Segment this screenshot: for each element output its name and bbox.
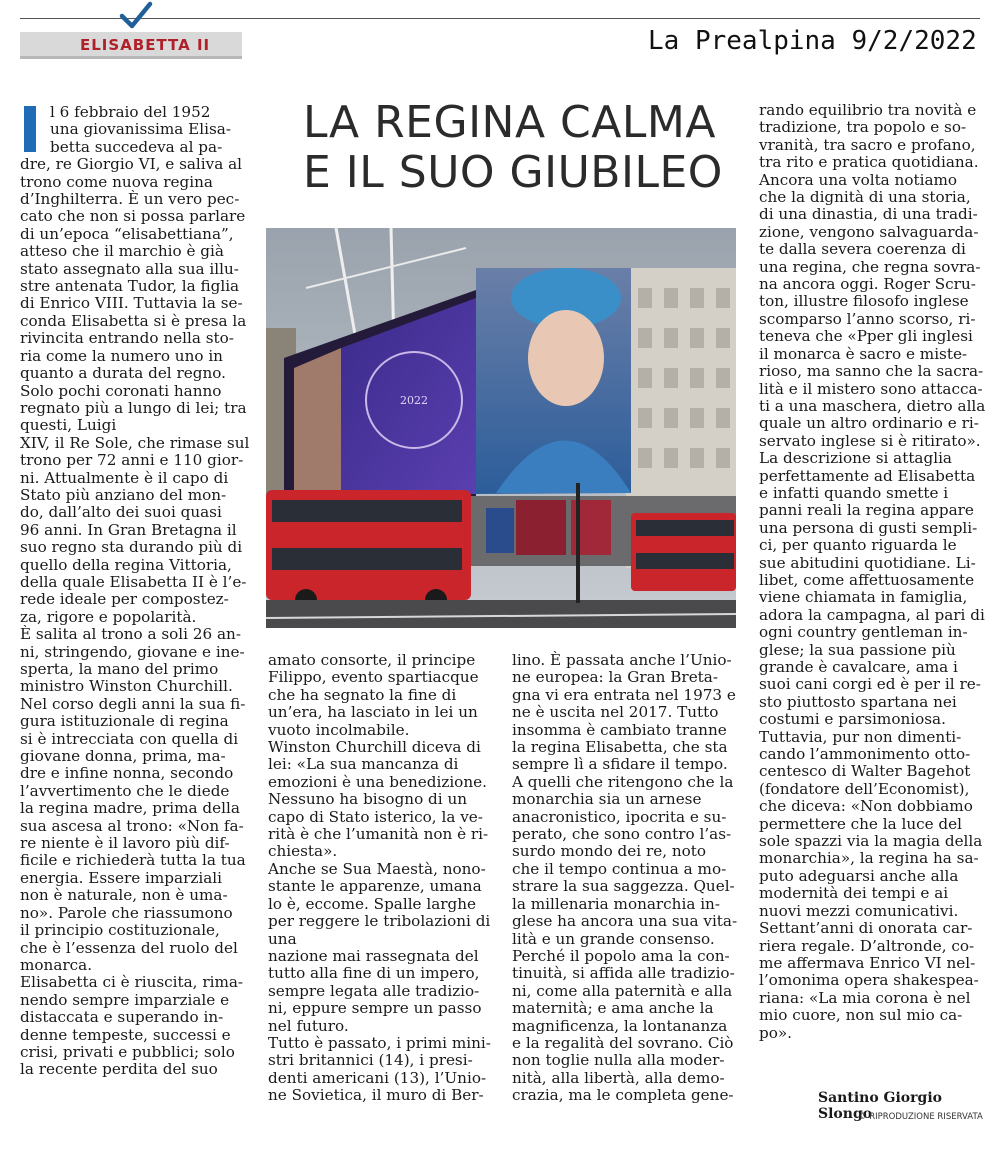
text-line: Filippo, evento spartiacque xyxy=(268,668,479,687)
text-line: capo di Stato isterico, la ve- xyxy=(268,807,483,826)
text-line: la recente perdita del suo xyxy=(20,1060,218,1079)
text-line: ogni country gentleman in- xyxy=(759,623,968,642)
text-line: adora la campagna, al pari di xyxy=(759,605,985,624)
text-line: sua ascesa al trono: «Non fa- xyxy=(20,816,244,835)
text-line: energia. Essere imparziali xyxy=(20,868,222,887)
text-line: distaccata e superando in- xyxy=(20,1008,224,1027)
text-line: stato assegnato alla sua illu- xyxy=(20,259,239,278)
text-line: la regina Elisabetta, che sta xyxy=(512,738,728,757)
text-line: gura istituzionale di regina xyxy=(20,712,229,731)
text-line: insomma è cambiato tranne xyxy=(512,720,727,739)
text-line: tinuità, si affida alle tradizio- xyxy=(512,964,735,983)
text-line: lei: «La sua mancanza di xyxy=(268,755,459,774)
text-line: suoi cani corgi ed è per il re- xyxy=(759,675,981,694)
headline-line-2: E IL SUO GIUBILEO xyxy=(303,147,723,198)
text-line: lino. È passata anche l’Unio- xyxy=(512,651,732,669)
text-line: ton, illustre filosofo inglese xyxy=(759,292,969,311)
text-line: lità e un grande consenso. xyxy=(512,929,715,948)
text-line: che il tempo continua a mo- xyxy=(512,859,727,878)
jubilee-logo-text: 2022 xyxy=(400,394,428,407)
text-line: Nel corso degli anni la sua fi- xyxy=(20,694,246,713)
text-line: perfettamente ad Elisabetta xyxy=(759,466,976,485)
text-line: sempre lì a sfidare il tempo. xyxy=(512,755,728,774)
section-label: ELISABETTA II xyxy=(80,36,211,54)
text-line: Tutto è passato, i primi mini- xyxy=(268,1033,491,1052)
text-line: libet, come affettuosamente xyxy=(759,570,975,589)
text-line: XIV, il Re Sole, che rimase sul xyxy=(20,433,250,452)
text-line: questi, Luigi xyxy=(20,416,117,435)
text-line: una giovanissima Elisa- xyxy=(50,120,231,139)
text-line: viene chiamata in famiglia, xyxy=(759,588,968,607)
text-line: vranità, tra sacro e profano, xyxy=(759,135,976,154)
text-line: glese; la sua passione più xyxy=(759,640,956,659)
text-line: denne tempeste, successi e xyxy=(20,1025,231,1044)
text-line: quanto a durata del regno. xyxy=(20,364,226,383)
text-line: sempre legata alle tradizio- xyxy=(268,981,480,1000)
text-line: È salita al trono a soli 26 an- xyxy=(20,625,241,644)
text-line: dre e infine nonna, secondo xyxy=(20,764,234,783)
text-line: Tuttavia, pur non dimenti- xyxy=(759,727,962,746)
text-line: strare la sua saggezza. Quel- xyxy=(512,877,735,896)
text-line: la regina madre, prima della xyxy=(20,799,240,818)
text-line: per reggere le tribolazioni di xyxy=(268,912,491,931)
text-line: Settant’anni di onorata car- xyxy=(759,919,973,938)
text-line: chiesta». xyxy=(268,842,338,861)
text-line: Winston Churchill diceva di xyxy=(268,738,481,757)
text-line: stri britannici (14), i presi- xyxy=(268,1051,473,1070)
text-line: il monarca è sacro e miste- xyxy=(759,344,968,363)
text-line: ni, stringendo, giovane e ine- xyxy=(20,642,245,661)
text-line: riana: «La mia corona è nel xyxy=(759,988,971,1007)
checkmark-icon xyxy=(118,0,154,30)
text-line: denti americani (13), l’Unio- xyxy=(268,1068,487,1087)
text-line: za, rigore e popolarità. xyxy=(20,607,197,626)
text-line: Anche se Sua Maestà, nono- xyxy=(268,859,486,878)
text-line: puto adeguarsi anche alla xyxy=(759,866,959,885)
text-line: tradizione, tra popolo e so- xyxy=(759,118,967,137)
text-line: rando equilibrio tra novità e xyxy=(759,101,977,119)
text-line: ne europea: la Gran Breta- xyxy=(512,668,718,687)
text-line: magnificenza, la lontananza xyxy=(512,1016,728,1035)
text-line: centesco di Walter Bagehot xyxy=(759,762,971,781)
text-line: no». Parole che riassumono xyxy=(20,903,233,922)
text-line: amato consorte, il principe xyxy=(268,651,476,669)
text-line: l’omonima opera shakespea- xyxy=(759,971,979,990)
text-line: na ancora oggi. Roger Scru- xyxy=(759,275,976,294)
text-line: non è naturale, non è uma- xyxy=(20,886,228,905)
text-line: che diceva: «Non dobbiamo xyxy=(759,797,973,816)
text-line: ni, come alla paternità e alla xyxy=(512,981,733,1000)
text-line: Perché il popolo ama la con- xyxy=(512,946,730,965)
text-line: sto piuttosto spartana nei xyxy=(759,692,957,711)
text-line: lo è, eccome. Spalle larghe xyxy=(268,894,477,913)
text-line: ne Sovietica, il muro di Ber- xyxy=(268,1086,484,1105)
page-title xyxy=(303,98,733,198)
text-line: cando l’ammonimento otto- xyxy=(759,745,971,764)
text-line: un’era, ha lasciato in lei un xyxy=(268,703,478,722)
text-line: tra rito e pratica quotidiana. xyxy=(759,153,979,172)
text-line: atteso che il marchio è già xyxy=(20,242,224,261)
text-line: nuovi mezzi comunicativi. xyxy=(759,901,959,920)
text-line: gna vi era entrata nel 1973 e xyxy=(512,685,736,704)
text-line: crisi, privati e pubblici; solo xyxy=(20,1042,235,1061)
text-line: crazia, ma le completa gene- xyxy=(512,1086,734,1105)
text-line: d’Inghilterra. È un vero pec- xyxy=(20,190,240,209)
text-line: una regina, che regna sovra- xyxy=(759,257,981,276)
text-line: perato, che sono contro l’as- xyxy=(512,825,732,844)
text-line: giovane donna, prima, ma- xyxy=(20,747,226,766)
text-line: nendo sempre imparziale e xyxy=(20,990,230,1009)
text-line: sperta, la mano del primo xyxy=(20,660,219,678)
text-line: ni. Attualmente è il capo di xyxy=(20,468,229,487)
text-line: ci, per quanto riguarda le xyxy=(759,536,957,555)
text-line: modernità dei tempi e ai xyxy=(759,884,949,903)
text-line: mio cuore, non sul mio ca- xyxy=(759,1006,963,1025)
text-line: emozioni è una benedizione. xyxy=(268,772,487,791)
text-line: sue abitudini quotidiane. Li- xyxy=(759,553,976,572)
text-line: l’avvertimento che le diede xyxy=(20,781,230,800)
text-line: 96 anni. In Gran Bretagna il xyxy=(20,520,237,539)
text-line: ne è uscita nel 2017. Tutto xyxy=(512,703,719,722)
text-line: stre antenata Tudor, la figlia xyxy=(20,277,240,296)
text-line: cato che non si possa parlare xyxy=(20,207,246,226)
text-line: rede ideale per compostez- xyxy=(20,590,229,609)
text-line: glese ha ancora una sua vita- xyxy=(512,912,738,931)
text-line: (fondatore dell’Economist), xyxy=(759,779,970,798)
text-line: conda Elisabetta si è presa la xyxy=(20,311,247,330)
text-line: Ancora una volta notiamo xyxy=(759,170,958,189)
text-line: ficile e richiederà tutta la tua xyxy=(20,851,246,870)
text-line: la millenaria monarchia in- xyxy=(512,894,720,913)
text-line: Stato più anziano del mon- xyxy=(20,485,227,504)
text-line: stante le apparenze, umana xyxy=(268,877,482,896)
text-line: nazione mai rassegnata del xyxy=(268,946,479,965)
text-line: trono per 72 anni e 110 gior- xyxy=(20,451,244,470)
text-line: surdo mondo dei re, noto xyxy=(512,842,707,861)
section-bar xyxy=(20,32,242,59)
article-column-2 xyxy=(268,652,491,1105)
text-line: grande è cavalcare, ama i xyxy=(759,658,958,676)
text-line: me affermava Enrico VI nel- xyxy=(759,953,976,972)
text-line: scomparso l’anno scorso, ri- xyxy=(759,309,976,328)
text-line: non toglie nulla alla moder- xyxy=(512,1051,725,1070)
article-photo xyxy=(266,228,736,628)
text-line: dre, re Giorgio VI, e saliva al xyxy=(20,155,243,174)
article-column-4 xyxy=(759,102,985,1042)
text-line: Elisabetta ci è riuscita, rima- xyxy=(20,973,244,992)
text-line: re niente è il lavoro più dif- xyxy=(20,834,230,853)
text-line: tutto alla fine di un impero, xyxy=(268,964,480,983)
headline-line-1: LA REGINA CALMA xyxy=(303,97,716,148)
text-line: sole spazzi via la magia della xyxy=(759,832,983,851)
text-line: suo regno sta durando più di xyxy=(20,538,243,557)
text-line: maternità; e ama anche la xyxy=(512,999,714,1018)
text-line: di una dinastia, di una tradi- xyxy=(759,205,978,224)
text-line: do, dall’alto dei suoi quasi xyxy=(20,503,222,522)
text-line: e infatti quando smette i xyxy=(759,483,949,502)
text-line: zione, vengono salvaguarda- xyxy=(759,222,979,241)
text-line: te dalla severa coerenza di xyxy=(759,240,966,259)
text-line: Solo pochi coronati hanno xyxy=(20,381,222,400)
text-line: di un’epoca “elisabettiana”, xyxy=(20,224,234,243)
text-line: che la dignità di una storia, xyxy=(759,188,971,207)
text-line: quello della regina Vittoria, xyxy=(20,555,232,574)
header-rule xyxy=(20,18,980,19)
text-line: servato inglese si è ritirato». xyxy=(759,431,981,450)
text-line: regnato più a lungo di lei; tra xyxy=(20,398,247,417)
text-line: betta succedeva al pa- xyxy=(50,137,223,156)
text-line: ti a una maschera, dietro alla xyxy=(759,396,986,415)
text-line: rioso, ma sanno che la sacra- xyxy=(759,362,984,381)
text-line: che ha segnato la fine di xyxy=(268,685,457,704)
text-line: La descrizione si attaglia xyxy=(759,449,952,468)
piccadilly-photo-illustration xyxy=(266,228,736,628)
text-line: nità, alla libertà, alla demo- xyxy=(512,1068,725,1087)
author-byline: Santino Giorgio Slongo xyxy=(818,1090,942,1122)
text-line: e la regalità del sovrano. Ciò xyxy=(512,1033,734,1052)
text-line: teneva che «Pper gli inglesi xyxy=(759,327,973,346)
text-line: vuoto incolmabile. xyxy=(268,720,410,739)
text-line: permettere che la luce del xyxy=(759,814,962,833)
newspaper-date-label: La Prealpina 9/2/2022 xyxy=(648,26,977,56)
text-line: costumi e parsimoniosa. xyxy=(759,710,946,729)
text-line: A quelli che ritengono che la xyxy=(512,772,734,791)
article-column-1 xyxy=(20,104,249,1079)
text-line: ministro Winston Churchill. xyxy=(20,677,233,696)
text-line: monarchia», la regina ha sa- xyxy=(759,849,979,868)
text-line: rivincita entrando nella sto- xyxy=(20,329,234,348)
text-line: quale un altro ordinario e ri- xyxy=(759,414,979,433)
text-line: una persona di gusti sempli- xyxy=(759,518,978,537)
text-line: riera regale. D’altronde, co- xyxy=(759,936,975,955)
text-line: della quale Elisabetta II è l’e- xyxy=(20,572,247,591)
text-line: monarca. xyxy=(20,955,93,974)
text-line: una xyxy=(268,929,297,948)
text-line: ni, eppure sempre un passo xyxy=(268,999,482,1018)
article-column-3 xyxy=(512,652,737,1105)
text-line: monarchia sia un arnese xyxy=(512,790,702,809)
text-line: panni reali la regina appare xyxy=(759,501,974,520)
text-line: di Enrico VIII. Tuttavia la se- xyxy=(20,294,243,313)
text-line: ria come la numero uno in xyxy=(20,346,223,365)
text-line: po». xyxy=(759,1023,792,1042)
copyright-notice: © RIPRODUZIONE RISERVATA xyxy=(858,1112,983,1122)
text-line: nel futuro. xyxy=(268,1016,349,1035)
text-line: lità e il mistero sono attacca- xyxy=(759,379,983,398)
text-line: trono come nuova regina xyxy=(20,172,213,191)
text-line: si è intrecciata con quella di xyxy=(20,729,239,748)
text-line: Nessuno ha bisogno di un xyxy=(268,790,468,809)
text-line: il principio costituzionale, xyxy=(20,921,220,940)
text-line: anacronistico, ipocrita e su- xyxy=(512,807,727,826)
text-line: che è l’essenza del ruolo del xyxy=(20,938,238,957)
text-line: l 6 febbraio del 1952 xyxy=(50,103,211,121)
text-line: rità è che l’umanità non è ri- xyxy=(268,825,489,844)
